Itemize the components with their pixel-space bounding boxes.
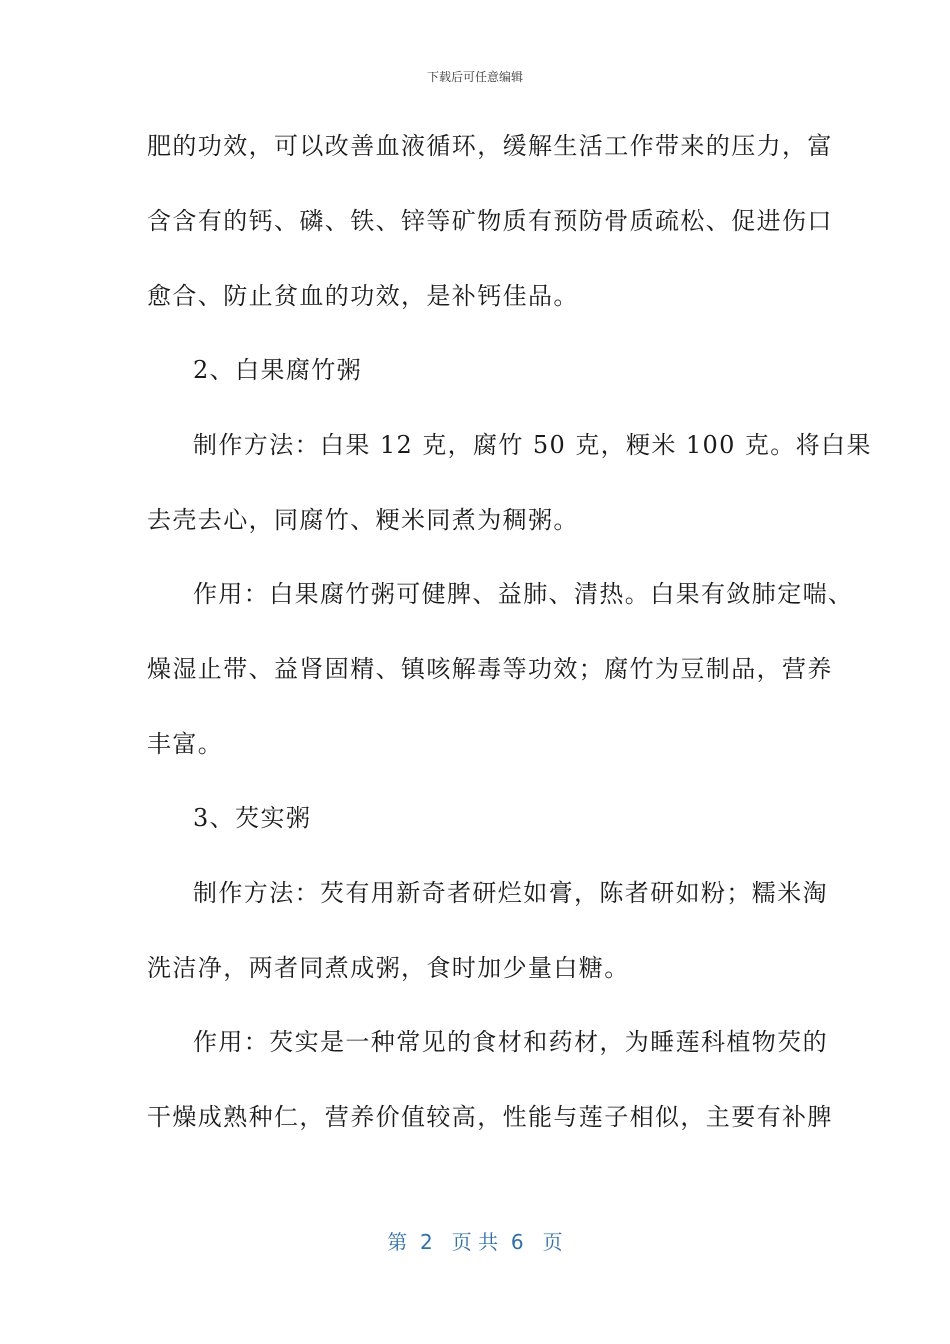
page-header: 下载后可任意编辑 (426, 70, 523, 84)
body-line: 去壳去心，同腐竹、粳米同煮为稠粥。 (147, 506, 579, 534)
page-number-footer: 第 2 页 共 6 页 (387, 1230, 563, 1254)
body-line: 肥的功效，可以改善血液循环，缓解生活工作带来的压力，富 (147, 132, 833, 160)
body-line: 洗洁净，两者同煮成粥，食时加少量白糖。 (147, 954, 630, 982)
body-line: 制作方法：芡有用新奇者研烂如膏，陈者研如粉；糯米淘 (193, 879, 828, 907)
body-line: 燥湿止带、益肾固精、镇咳解毒等功效；腐竹为豆制品，营养 (147, 655, 833, 683)
body-line: 愈合、防止贫血的功效，是补钙佳品。 (147, 282, 579, 310)
section-heading: 2、白果腐竹粥 (193, 356, 363, 384)
body-line: 丰富。 (147, 730, 224, 758)
body-line: 含含有的钙、磷、铁、锌等矿物质有预防骨质疏松、促进伤口 (147, 207, 833, 235)
body-line: 干燥成熟种仁，营养价值较高，性能与莲子相似，主要有补脾 (147, 1103, 833, 1131)
section-heading: 3、芡实粥 (193, 804, 312, 832)
body-line: 作用：芡实是一种常见的食材和药材，为睡莲科植物芡的 (193, 1028, 828, 1056)
body-line: 作用：白果腐竹粥可健脾、益肺、清热。白果有敛肺定喘、 (193, 580, 854, 608)
body-line: 制作方法：白果 12 克，腐竹 50 克，粳米 100 克。将白果 (193, 431, 872, 459)
